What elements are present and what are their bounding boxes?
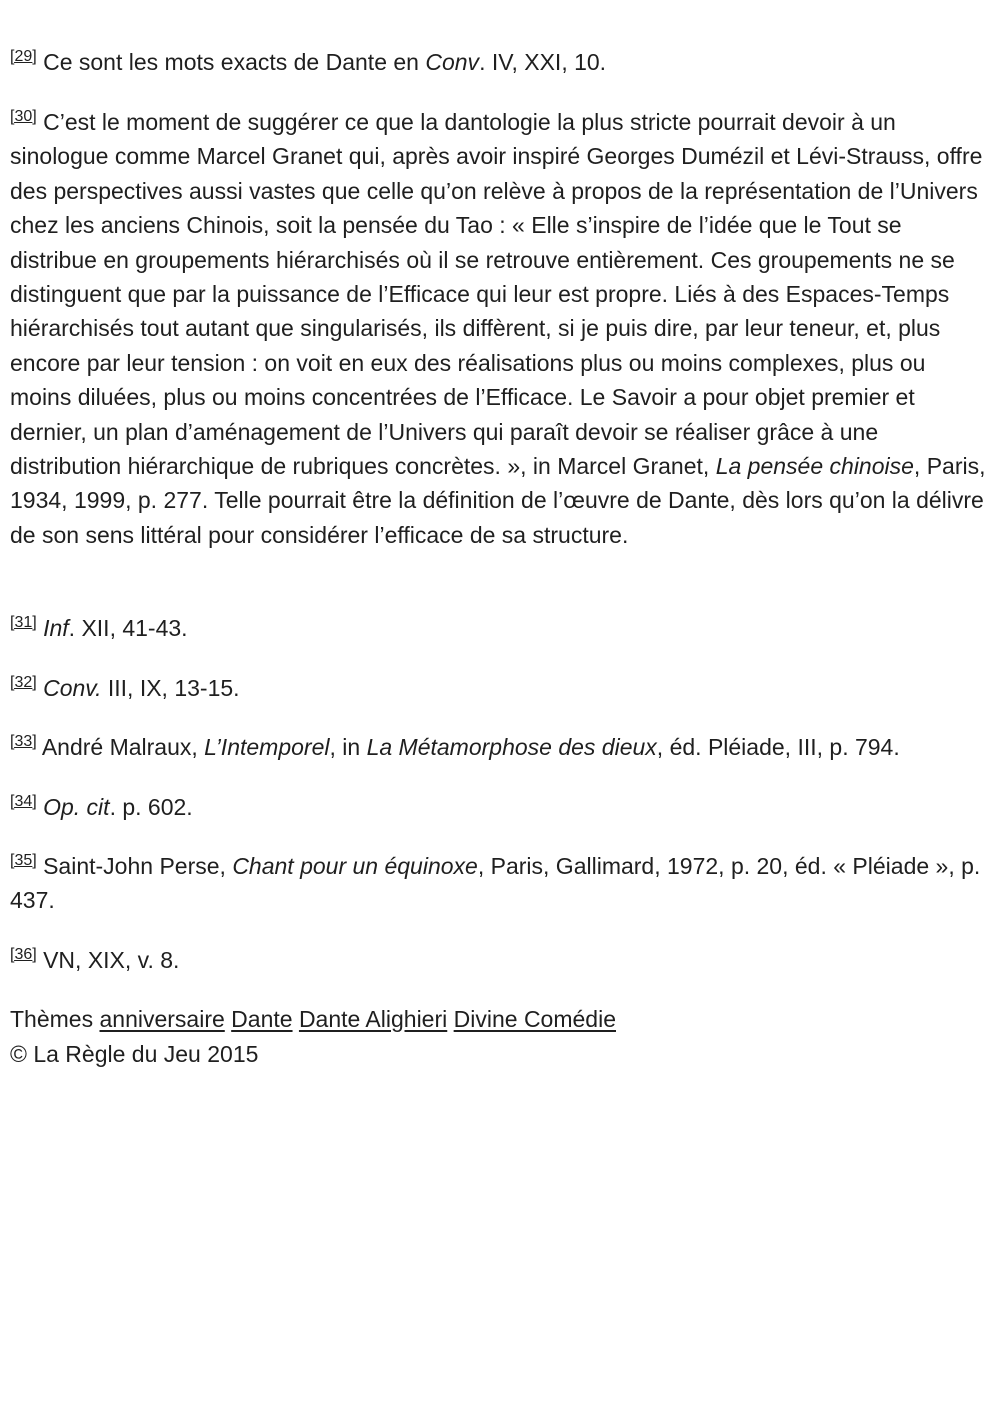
footnote-link-36[interactable]: [36] [10,946,37,963]
footnote-link-29[interactable]: [29] [10,48,37,65]
tag-link-anniversaire[interactable]: anniversaire [99,1006,225,1032]
footnote-36 [10,943,990,977]
footnote-link-33[interactable]: [33] [10,733,37,750]
tag-link-dante-alighieri[interactable]: Dante Alighieri [298,1006,448,1032]
footnote-link-31[interactable]: [31] [10,614,37,631]
footnote-text: C’est le moment de suggérer ce que la dantologie la plus stricte pourrait devoir à un sinologue comme Marcel Granet qui, après avoir inspiré Georges Dumézil et Lévi-Strauss, offre des perspectives aussi vastes que celle qu’on relève à propos de la représentation de l’Univers chez les anciens Chinois, soit la pensée du Tao : « Elle s’inspire de l’idée que le Tout se distribue en groupements hiérarchisés où il se retrouve entièrement. Ces groupements ne se distinguent que par la puissance de l’Efficace qui leur est propre. Liés à des Espaces-Temps hiérarchisés tout autant que singularisés, ils diffèrent, si je puis dire, par leur teneur, et, plus encore par leur tension : on voit en eux des réalisations plus ou moins complexes, plus ou moins diluées, plus ou moins concentrées de l’Efficace. Le Savoir a pour objet premier et dernier, un plan d’aménagement de l’Univers qui paraît devoir se réaliser grâce à une distribution hiérarchique de rubriques concrètes. », in Marcel Granet, [10,109,983,480]
footnote-link-34[interactable]: [34] [10,793,37,810]
footnote-italic: Conv [425,49,480,75]
footnote-text: VN, XIX, v. 8. [43,947,180,973]
footnote-31 [10,611,990,645]
footnote-link-30[interactable]: [30] [10,108,37,125]
footnote-text: . IV, XXI, 10. [479,49,607,75]
footnote-link-32[interactable]: [32] [10,674,37,691]
tag-link-divine-comedie[interactable]: Divine Comédie [453,1006,616,1032]
tag-link-dante[interactable]: Dante [231,1006,293,1032]
footnote-33 [10,730,990,764]
footnote-text: André Malraux, [36,734,205,760]
footnote-text: III, IX, 13-15. [101,675,240,701]
footnote-italic: L’Intemporel [204,734,330,760]
footnote-italic: Inf [43,615,69,641]
footnote-italic: Chant pour un équinoxe [232,853,478,879]
footnote-text: . XII, 41-43. [68,615,188,641]
footnote-text: Saint-John Perse, [43,853,233,879]
footnote-italic: La pensée chinoise [715,453,914,480]
footnote-35 [10,849,990,918]
footnote-29 [10,45,990,79]
footnote-text: Ce sont les mots exacts de Dante en [43,49,426,75]
footnote-italic: La Métamorphose des dieux [366,734,657,760]
footnote-32 [10,671,990,705]
footnote-italic: Op. cit [43,794,110,820]
themes-label: Thèmes [10,1006,94,1032]
footnote-text: , Paris, 1934, 1999, p. 277. Telle pourrait être la définition de l’œuvre de Dante, dès lors qu’on la délivre de son sens littéral pour considérer l’efficace de sa structure. [10,453,986,548]
footnote-italic: Conv. [43,675,102,701]
footnote-link-35[interactable]: [35] [10,852,37,869]
themes-line [10,1002,990,1036]
footnote-text: . p. 602. [109,794,193,820]
footnote-text: , éd. Pléiade, III, p. 794. [656,734,900,760]
footnote-34 [10,790,990,824]
footnote-text: , Paris, Gallimard, 1972, p. 20, éd. « Pléiade », p. 437. [10,853,981,914]
copyright-notice: © La Règle du Jeu 2015 [10,1041,259,1067]
footnote-text: , in [329,734,367,760]
footnote-30 [10,105,992,552]
